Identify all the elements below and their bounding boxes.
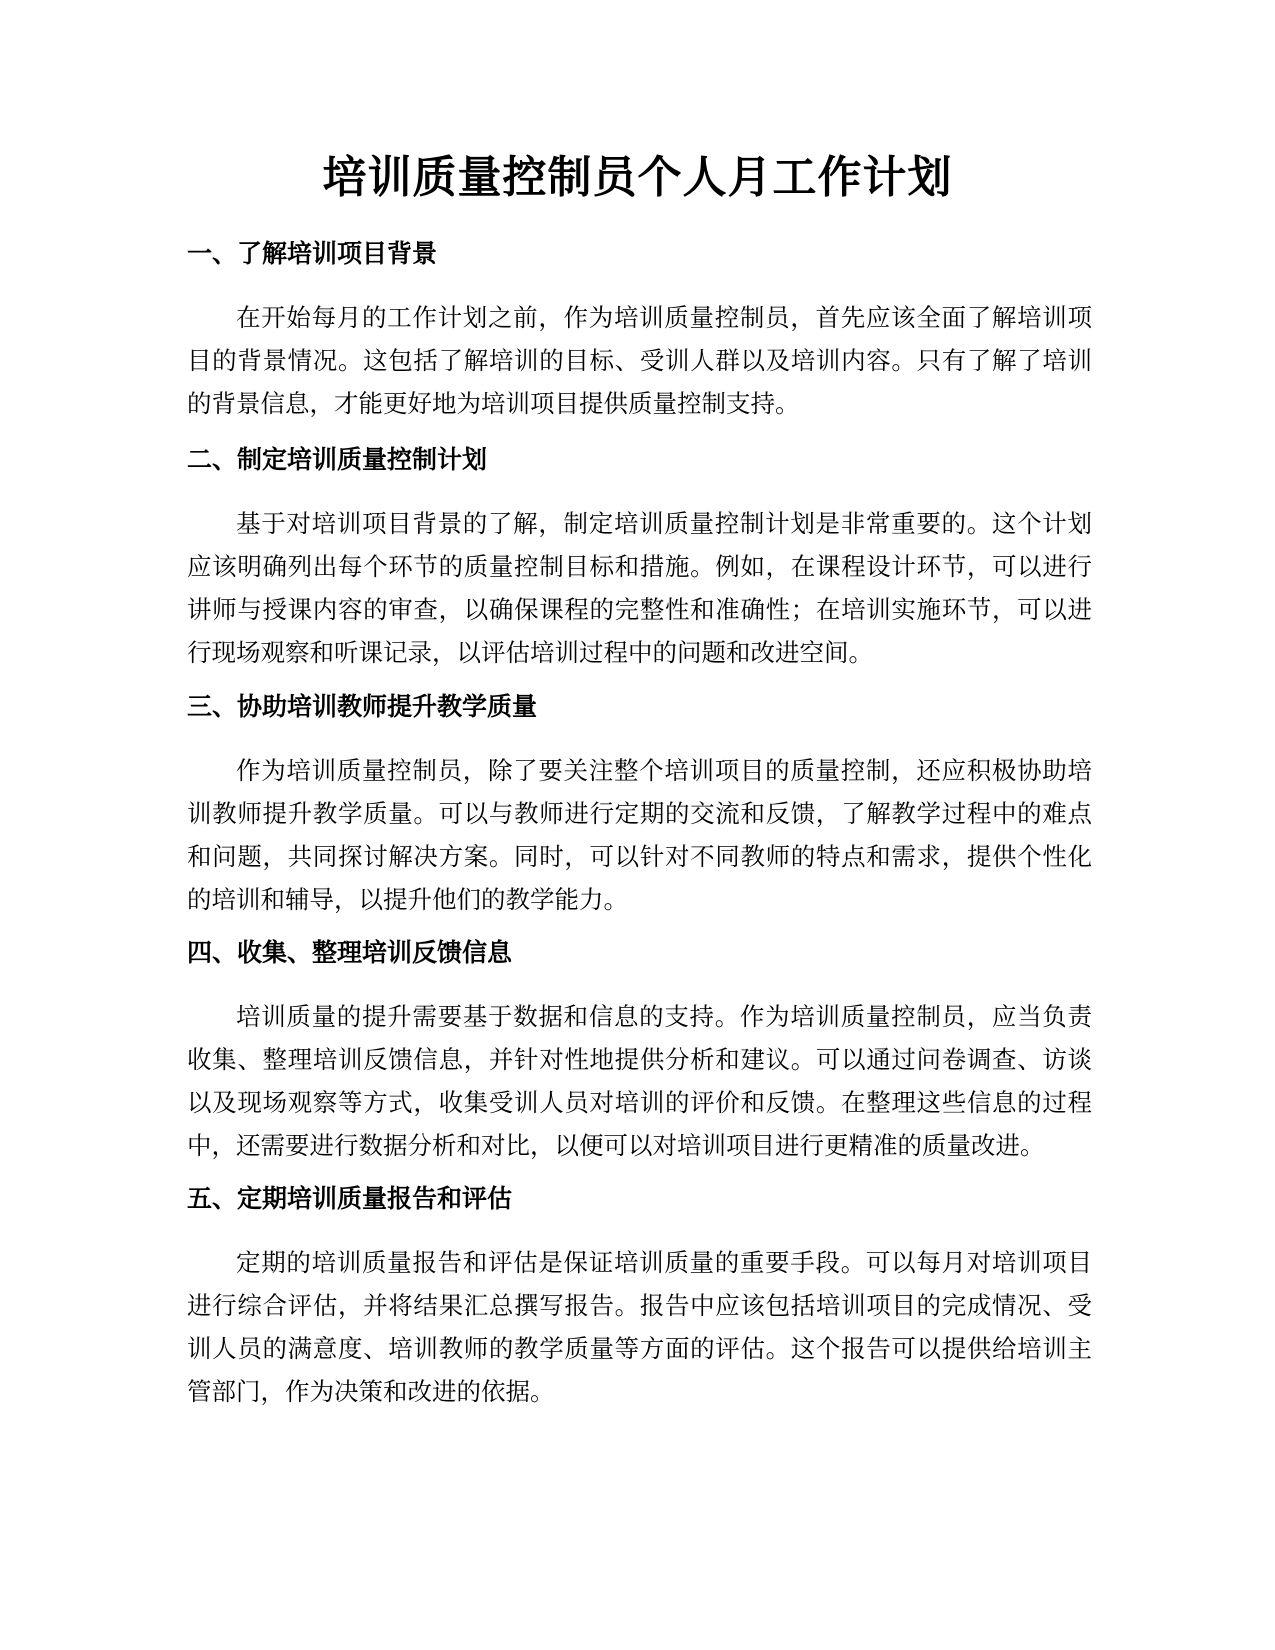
section-paragraph: 定期的培训质量报告和评估是保证培训质量的重要手段。可以每月对培训项目进行综合评估，并将结果汇总撰写报告。报告中应该包括培训项目的完成情况、受训人员的满意度、培训教师的教学质量等方面的评估。这个报告可以提供给培训主管部门，作为决策和改进的依据。	[187, 1248, 1092, 1406]
section-paragraph: 在开始每月的工作计划之前，作为培训质量控制员，首先应该全面了解培训项目的背景情况。这包括了解培训的目标、受训人群以及培训内容。只有了解了培训的背景信息，才能更好地为培训项目提供质量控制支持。	[187, 303, 1092, 418]
section-paragraph: 培训质量的提升需要基于数据和信息的支持。作为培训质量控制员，应当负责收集、整理培训反馈信息，并针对性地提供分析和建议。可以通过问卷调查、访谈以及现场观察等方式，收集受训人员对培训的评价和反馈。在整理这些信息的过程中，还需要进行数据分析和对比，以便可以对培训项目进行更精准的质量改进。	[187, 1002, 1092, 1160]
section-heading: 二、制定培训质量控制计划	[187, 445, 488, 474]
section-heading: 四、收集、整理培训反馈信息	[187, 938, 513, 967]
section-heading: 五、定期培训质量报告和评估	[187, 1184, 513, 1213]
section-4	[187, 935, 1092, 1167]
section-1	[187, 236, 1092, 425]
section-heading: 一、了解培训项目背景	[187, 239, 438, 268]
section-3	[187, 689, 1092, 921]
section-paragraph: 作为培训质量控制员，除了要关注整个培训项目的质量控制，还应积极协助培训教师提升教学质量。可以与教师进行定期的交流和反馈，了解教学过程中的难点和问题，共同探讨解决方案。同时，可以针对不同教师的特点和需求，提供个性化的培训和辅导，以提升他们的教学能力。	[187, 756, 1092, 914]
section-2	[187, 442, 1092, 674]
section-heading: 三、协助培训教师提升教学质量	[187, 692, 538, 721]
section-paragraph: 基于对培训项目背景的了解，制定培训质量控制计划是非常重要的。这个计划应该明确列出每个环节的质量控制目标和措施。例如，在课程设计环节，可以进行讲师与授课内容的审查，以确保课程的完整性和准确性；在培训实施环节，可以进行现场观察和听课记录，以评估培训过程中的问题和改进空间。	[187, 509, 1092, 667]
document-title: 培训质量控制员个人月工作计划	[322, 152, 953, 203]
section-5	[187, 1181, 1092, 1413]
